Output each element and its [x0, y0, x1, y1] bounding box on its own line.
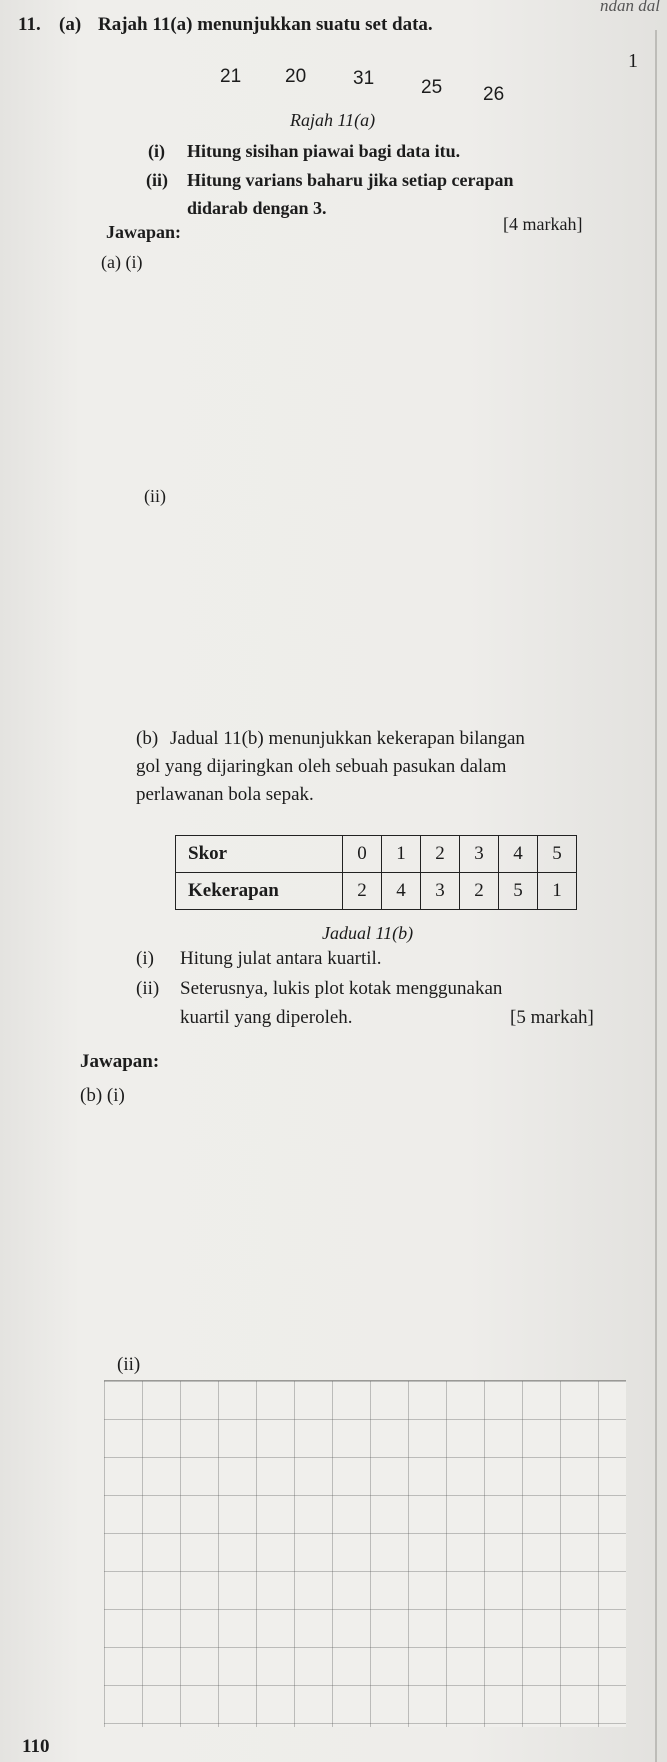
part-a-label: (a) [59, 14, 82, 35]
part-b-intro-line2: gol yang dijaringkan oleh sebuah pasukan dalam [136, 756, 507, 777]
table-row-header: Kekerapan [176, 873, 343, 910]
corner-mark: ndan dal [600, 0, 660, 15]
part-b-intro-line3: perlawanan bola sepak. [136, 784, 314, 805]
table-cell: 1 [538, 873, 577, 910]
part-b-label: (b) [136, 728, 159, 749]
answer-b-i-label: (b) (i) [80, 1085, 125, 1106]
part-b-sub-ii-line2: kuartil yang diperoleh. [180, 1007, 353, 1028]
table-cell: 2 [343, 873, 382, 910]
answer-a-ii-label: (ii) [144, 486, 166, 506]
part-a-sub-ii-line1: Hitung varians baharu jika setiap cerapan [187, 170, 514, 190]
answer-heading-a: Jawapan: [106, 222, 182, 242]
table-cell: 3 [460, 836, 499, 873]
part-b-sub-i-label: (i) [136, 948, 154, 969]
answer-heading-b: Jawapan: [80, 1051, 160, 1072]
table-cell: 4 [499, 836, 538, 873]
figure-caption: Rajah 11(a) [290, 110, 376, 130]
part-a-sub-i-text: Hitung sisihan piawai bagi data itu. [187, 141, 461, 161]
part-a-intro: Rajah 11(a) menunjukkan suatu set data. [98, 14, 433, 35]
table-cell: 5 [499, 873, 538, 910]
table-row-header: Skor [176, 836, 343, 873]
table-cell: 2 [421, 836, 460, 873]
data-value: 26 [483, 84, 505, 105]
table-cell: 2 [460, 873, 499, 910]
data-value: 25 [421, 77, 443, 98]
question-number: 11. [18, 14, 41, 35]
page-spine [655, 30, 657, 1762]
part-b-sub-ii-label: (ii) [136, 978, 160, 999]
part-a-sub-ii-label: (ii) [146, 170, 168, 190]
table-cell: 0 [343, 836, 382, 873]
table-cell: 5 [538, 836, 577, 873]
part-b-sub-i-text: Hitung julat antara kuartil. [180, 948, 382, 969]
table-cell: 3 [421, 873, 460, 910]
margin-digit: 1 [628, 50, 638, 72]
frequency-table [175, 835, 577, 910]
graph-paper[interactable] [104, 1380, 626, 1727]
page-number: 110 [22, 1736, 50, 1757]
data-value: 20 [285, 66, 307, 87]
part-b-sub-ii-line1: Seterusnya, lukis plot kotak menggunakan [180, 978, 503, 999]
table-cell: 4 [382, 873, 421, 910]
data-value: 21 [220, 66, 242, 87]
marks-a: [4 markah] [503, 214, 583, 234]
marks-b: [5 markah] [510, 1007, 594, 1028]
answer-b-ii-label: (ii) [117, 1354, 141, 1375]
table-row-skor [176, 836, 577, 873]
answer-a-i-label: (a) (i) [101, 252, 143, 272]
data-value: 31 [353, 68, 375, 89]
table-caption: Jadual 11(b) [322, 923, 414, 943]
table-cell: 1 [382, 836, 421, 873]
table-row-kekerapan [176, 873, 577, 910]
part-a-sub-ii-line2: didarab dengan 3. [187, 198, 327, 218]
part-a-sub-i-label: (i) [148, 141, 165, 161]
part-b-intro-line1: Jadual 11(b) menunjukkan kekerapan bilangan [170, 728, 525, 749]
